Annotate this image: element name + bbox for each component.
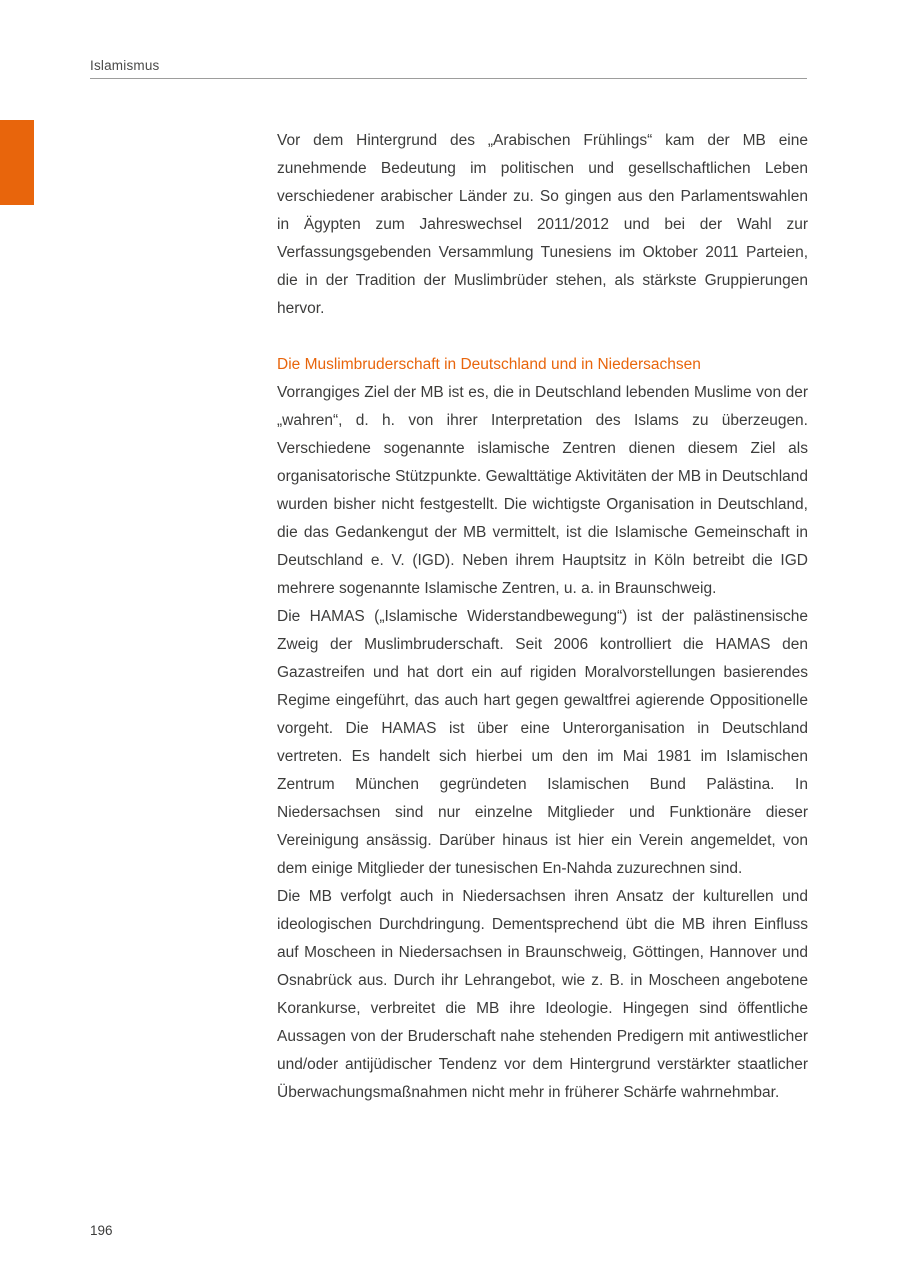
chapter-marker-tab [0,120,34,205]
paragraph-intro: Vor dem Hintergrund des „Arabischen Frühlings“ kam der MB eine zunehmende Bedeutung im politischen und gesellschaftlichen Leben verschiedener arabischer Länder zu. So gingen aus den Parlamentswahlen in Ägypten zum Jahreswechsel 2011/2012 und bei der Wahl zur Verfassungsgebenden Versammlung Tunesiens im Oktober 2011 Parteien, die in der Tradition der Muslimbrüder stehen, als stärkste Gruppierungen hervor. [277,132,808,317]
paragraph: Vorrangiges Ziel der MB ist es, die in Deutschland lebenden Muslime von der „wahren“, d. h. von ihrer Interpretation des Islams zu überzeugen. Verschiedene sogenannte islamische Zentren dienen diesem Ziel als organisatorische Stützpunkte. Gewalttätige Aktivitäten der MB in Deutschland wurden bisher nicht festgestellt. Die wichtigste Organisation in Deutschland, die das Gedankengut der MB vermittelt, ist die Islamische Gemeinschaft in Deutschland e. V. (IGD). Neben ihrem Hauptsitz in Köln betreibt die IGD mehrere sogenannte Islamische Zentren, u. a. in Braunschweig. [277,384,808,597]
body-column [277,127,808,1107]
page-number: 196 [90,1223,113,1238]
section-heading: Die Muslimbruderschaft in Deutschland und in Niedersachsen [277,356,701,373]
paragraph: Die HAMAS („Islamische Widerstandbewegung“) ist der palästinensische Zweig der Muslimbruderschaft. Seit 2006 kontrolliert die HAMAS den Gazastreifen und hat dort ein auf rigiden Moralvorstellungen basierendes Regime eingeführt, das auch hart gegen gewaltfrei agierende Oppositionelle vorgeht. Die HAMAS ist über eine Unterorganisation in Deutschland vertreten. Es handelt sich hierbei um den im Mai 1981 im Islamischen Zentrum München gegründeten Islamischen Bund Palästina. In Niedersachsen sind nur einzelne Mitglieder und Funktionäre dieser Vereinigung ansässig. Darüber hinaus ist hier ein Verein angemeldet, von dem einige Mitglieder der tunesischen En-Nahda zuzurechnen sind. [277,608,808,877]
paragraph: Die MB verfolgt auch in Niedersachsen ihren Ansatz der kulturellen und ideologischen Durchdringung. Dementsprechend übt die MB ihren Einfluss auf Moscheen in Niedersachsen in Braunschweig, Göttingen, Hannover und Osnabrück aus. Durch ihr Lehrangebot, wie z. B. in Moscheen angebotene Korankurse, verbreitet die MB ihre Ideologie. Hingegen sind öffentliche Aussagen von der Bruderschaft nahe stehenden Predigern mit antiwestlicher und/oder antijüdischer Tendenz vor dem Hintergrund verstärkter staatlicher Überwachungsmaßnahmen nicht mehr in früherer Schärfe wahrnehmbar. [277,888,808,1101]
running-header: Islamismus [90,58,160,73]
header-rule [90,78,807,79]
